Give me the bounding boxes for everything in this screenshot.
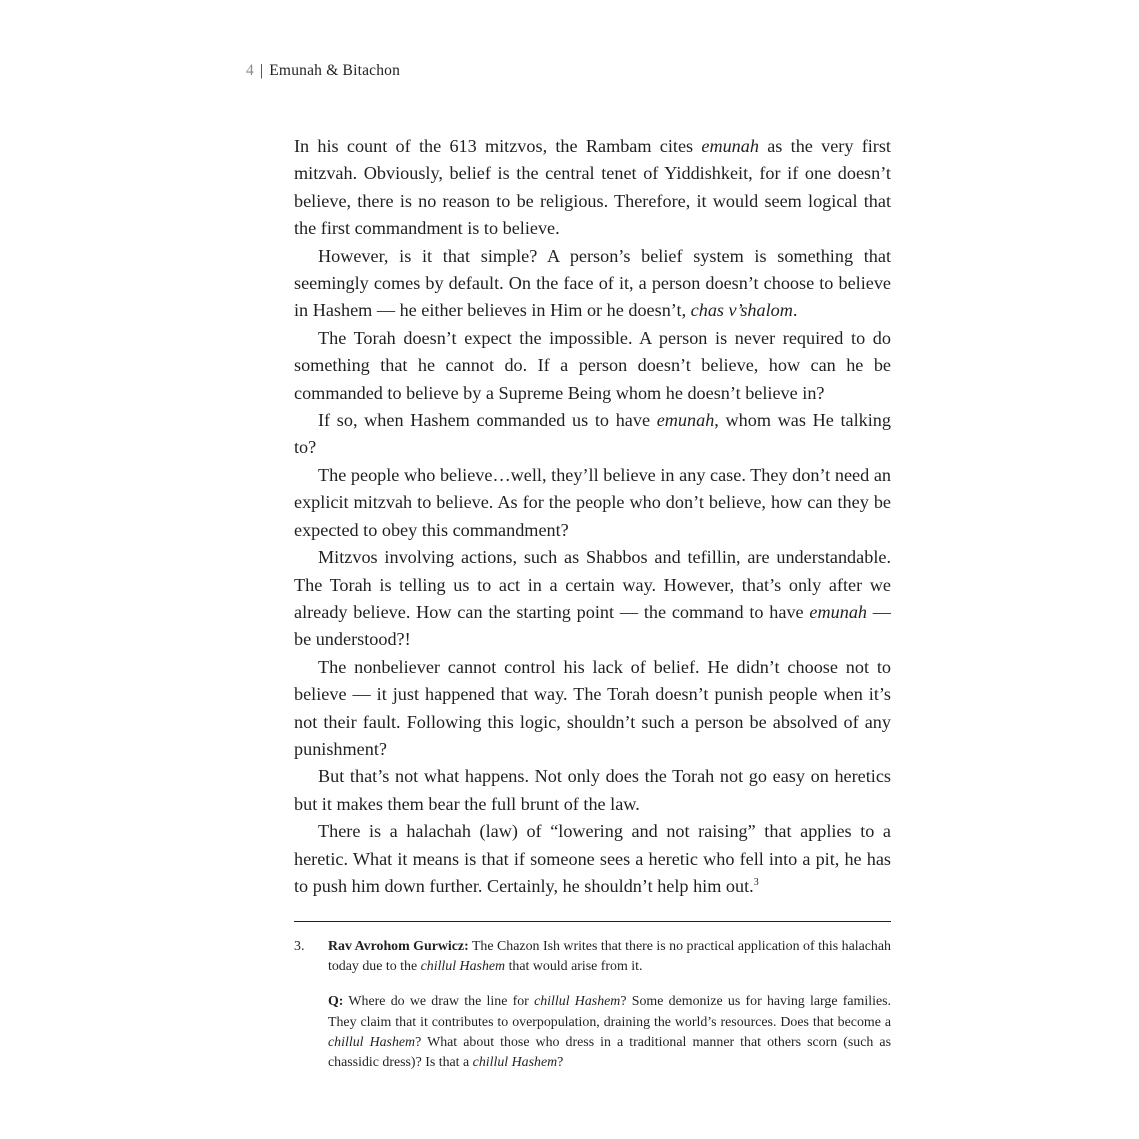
- text-run: Mitzvos involving actions, such as Shabbos and tefillin, are understandable. The Torah is telling us to act in a certain way. However, that’s only after we already believe. How can the starting point — the command to have: [294, 547, 891, 622]
- header-separator: |: [259, 62, 264, 79]
- italic-text: emunah: [701, 136, 759, 156]
- paragraph: [294, 544, 891, 654]
- bold-text: Q:: [328, 994, 344, 1010]
- footnote-paragraph: [328, 992, 891, 1073]
- text-run: ? Some demonize us for having large families. They claim that it contributes to overpopulation, draining the world’s resources. Does that become a: [328, 994, 891, 1030]
- text-run: , whom was He talking to?: [294, 410, 891, 458]
- text-run: — be understood?!: [294, 601, 891, 650]
- text-run: as the very first mitzvah. Obviously, belief is the central tenet of Yiddishkeit, for if one doesn’t believe, there is no reason to be religious. Therefore, it would seem logical that the first commandment is to believe.: [294, 136, 891, 239]
- page-number: 4: [246, 62, 254, 79]
- italic-text: chillul Hashem: [420, 959, 506, 975]
- paragraph: [294, 818, 891, 900]
- italic-text: chas v’shalom: [690, 300, 793, 321]
- text-run: The Chazon Ish writes that there is no practical application of this halachah today due to the: [328, 939, 891, 975]
- text-run: The people who believe…well, they’ll believe in any case. They don’t need an explicit mitzvah to believe. As for the people who don’t believe, how can they be expected to obey this commandment?: [294, 464, 891, 540]
- italic-text: chillul Hashem: [472, 1055, 558, 1071]
- text-run: .: [792, 300, 798, 321]
- paragraph: [294, 325, 891, 407]
- italic-text: emunah: [656, 410, 715, 431]
- text-run: In his count of the 613 mitzvos, the Rambam cites: [294, 136, 702, 156]
- text-run: that would arise from it.: [505, 959, 643, 975]
- paragraph: [294, 243, 891, 325]
- footnote-ref: 3: [753, 876, 759, 888]
- italic-text: chillul Hashem: [328, 1034, 416, 1050]
- paragraph: [294, 654, 891, 764]
- paragraph: [294, 133, 891, 243]
- footnote: [294, 937, 891, 1073]
- text-run: The nonbeliever cannot control his lack of belief. He didn’t choose not to believe — it just happened that way. The Torah doesn’t punish people when it’s not their fault. Following this logic, shouldn’t such a person be absolved of any punishment?: [294, 656, 891, 759]
- text-run: But that’s not what happens. Not only does the Torah not go easy on heretics but it makes them bear the full brunt of the law.: [294, 766, 891, 814]
- footnote-number: 3.: [294, 939, 305, 954]
- text-run: However, is it that simple? A person’s belief system is something that seemingly comes by default. On the face of it, a person doesn’t choose to believe in Hashem — he either believes in Him or he doesn’t,: [294, 245, 891, 321]
- text-run: If so, when Hashem commanded us to have: [318, 410, 657, 431]
- italic-text: chillul Hashem: [534, 994, 621, 1010]
- text-run: There is a halachah (law) of “lowering and not raising” that applies to a heretic. What it means is that if someone sees a heretic who fell into a pit, he has to push him down further. Certainly, he shouldn’t help him out.: [294, 821, 891, 896]
- paragraph: [294, 763, 891, 818]
- main-text: [294, 133, 891, 900]
- running-header: [246, 60, 400, 82]
- footnote-paragraph: [328, 937, 891, 977]
- text-run: ?: [557, 1055, 564, 1071]
- footnote-divider: [294, 921, 891, 922]
- footnote-body: [328, 937, 891, 1073]
- bold-text: Rav Avrohom Gurwicz:: [328, 939, 469, 954]
- paragraph: [294, 462, 891, 544]
- book-title: Emunah & Bitachon: [269, 62, 401, 79]
- italic-text: emunah: [809, 601, 868, 622]
- text-run: The Torah doesn’t expect the impossible. A person is never required to do something that he cannot do. If a person doesn’t believe, how can he be commanded to believe by a Supreme Being whom he doesn’t believe in?: [294, 327, 891, 403]
- text-run: ? What about those who dress in a traditional manner that others scorn (such as chassidic dress)? Is that a: [328, 1034, 891, 1071]
- paragraph: [294, 407, 891, 462]
- text-run: Where do we draw the line for: [343, 994, 535, 1010]
